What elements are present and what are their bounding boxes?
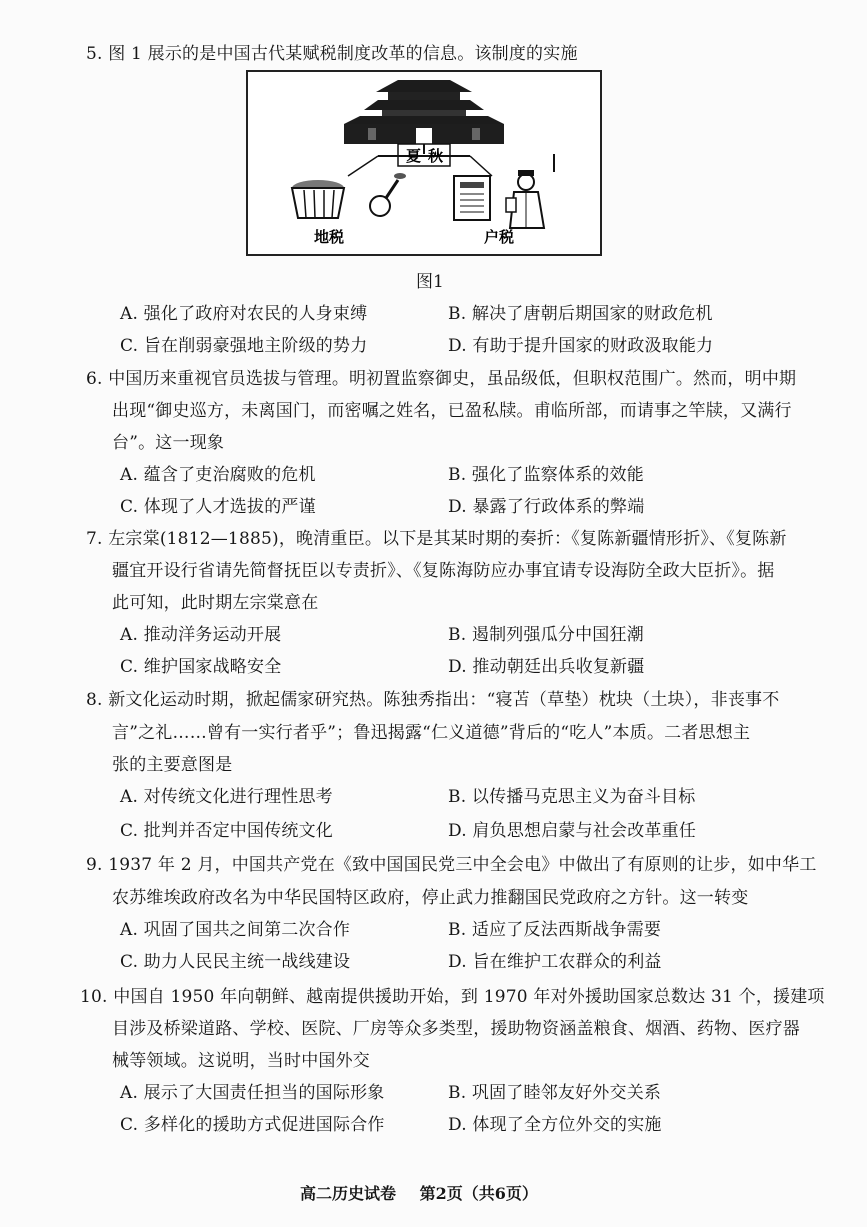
question-7-stem-line3: 此可知，此时期左宗棠意在 [112, 593, 319, 613]
question-8-stem-line3: 张的主要意图是 [112, 755, 233, 775]
option-10c: C. 多样化的援助方式促进国际合作 [120, 1115, 385, 1135]
option-7b: B. 遏制列强瓜分中国狂潮 [448, 625, 644, 645]
palace-icon [344, 80, 504, 144]
figure-caption: 图1 [416, 272, 444, 292]
grain-basket-icon [292, 180, 344, 218]
question-9-stem: 9. 1937 年 2 月，中国共产党在《致中国国民党三中全会电》中做出了有原则的让步，如中华工 [86, 855, 817, 875]
tax-reform-illustration [248, 72, 600, 254]
option-9d: D. 旨在维护工农群众的利益 [448, 952, 662, 972]
question-6-stem: 6. 中国历来重视官员选拔与管理。明初置监察御史，虽品级低，但职权范围广。然而，明中期 [86, 369, 797, 389]
option-10d: D. 体现了全方位外交的实施 [448, 1115, 662, 1135]
question-6-stem-line3: 台”。这一现象 [112, 433, 225, 453]
official-figure-icon [506, 170, 544, 228]
option-5d: D. 有助于提升国家的财政汲取能力 [448, 336, 714, 356]
option-8a: A. 对传统文化进行理性思考 [120, 787, 333, 807]
option-10a: A. 展示了大国责任担当的国际形象 [120, 1083, 385, 1103]
footer-page-number: 第2页（共6页） [419, 1184, 538, 1203]
question-5-stem: 5. 图 1 展示的是中国古代某赋税制度改革的信息。该制度的实施 [86, 44, 578, 64]
option-8d: D. 肩负思想启蒙与社会改革重任 [448, 821, 697, 841]
option-7d: D. 推动朝廷出兵收复新疆 [448, 657, 645, 677]
question-8-stem: 8. 新文化运动时期，掀起儒家研究热。陈独秀指出：“寝苫（草垫）枕块（土块），非丧事不 [86, 690, 780, 710]
question-10-stem: 10. 中国自 1950 年向朝鲜、越南提供援助开始，到 1970 年对外援助国家总数达 31 个，援建项 [80, 987, 825, 1007]
coin-scoop-icon [370, 173, 406, 216]
option-10b: B. 巩固了睦邻友好外交关系 [448, 1083, 662, 1103]
option-9b: B. 适应了反法西斯战争需要 [448, 920, 662, 940]
option-9c: C. 助力人民民主统一战线建设 [120, 952, 351, 972]
question-10-stem-line2: 目涉及桥梁道路、学校、医院、厂房等众多类型，援助物资涵盖粮食、烟酒、药物、医疗器 [112, 1019, 800, 1039]
option-7c: C. 维护国家战略安全 [120, 657, 282, 677]
option-9a: A. 巩固了国共之间第二次合作 [120, 920, 351, 940]
option-6a: A. 蕴含了吏治腐败的危机 [120, 465, 316, 485]
option-7a: A. 推动洋务运动开展 [120, 625, 282, 645]
question-9-stem-line2: 农苏维埃政府改名为中华民国特区政府，停止武力推翻国民党政府之方针。这一转变 [112, 888, 749, 908]
label-household-tax: 户税 [484, 228, 515, 246]
label-land-tax: 地税 [314, 228, 345, 246]
scroll-icon [454, 176, 490, 220]
option-5a: A. 强化了政府对农民的人身束缚 [120, 304, 368, 324]
question-10-stem-line3: 械等领域。这说明，当时中国外交 [112, 1051, 370, 1071]
figure-1 [246, 70, 602, 256]
label-autumn: 秋 [428, 147, 444, 165]
label-summer: 夏 [406, 147, 422, 165]
option-8b: B. 以传播马克思主义为奋斗目标 [448, 787, 696, 807]
option-5c: C. 旨在削弱豪强地主阶级的势力 [120, 336, 368, 356]
option-5b: B. 解决了唐朝后期国家的财政危机 [448, 304, 713, 324]
footer-subject: 高二历史试卷 [300, 1184, 397, 1203]
option-6b: B. 强化了监察体系的效能 [448, 465, 644, 485]
page-footer [300, 1183, 556, 1205]
question-7-stem: 7. 左宗棠(1812—1885)，晚清重臣。以下是其某时期的奏折：《复陈新疆情形折》、《复陈新 [86, 529, 787, 549]
question-6-stem-line2: 出现“御史巡方，未离国门，而密嘱之姓名，已盈私牍。甫临所部，而请事之竿牍，又满行 [112, 401, 792, 421]
option-6c: C. 体现了人才选拔的严谨 [120, 497, 316, 517]
option-6d: D. 暴露了行政体系的弊端 [448, 497, 645, 517]
option-8c: C. 批判并否定中国传统文化 [120, 821, 334, 841]
question-7-stem-line2: 疆宜开设行省请先简督抚臣以专责折》、《复陈海防应办事宜请专设海防全政大臣折》。据 [112, 561, 775, 581]
question-8-stem-line2: 言”之礼……曾有一实行者乎”；鲁迅揭露“仁义道德”背后的“吃人”本质。二者思想主 [112, 723, 751, 743]
